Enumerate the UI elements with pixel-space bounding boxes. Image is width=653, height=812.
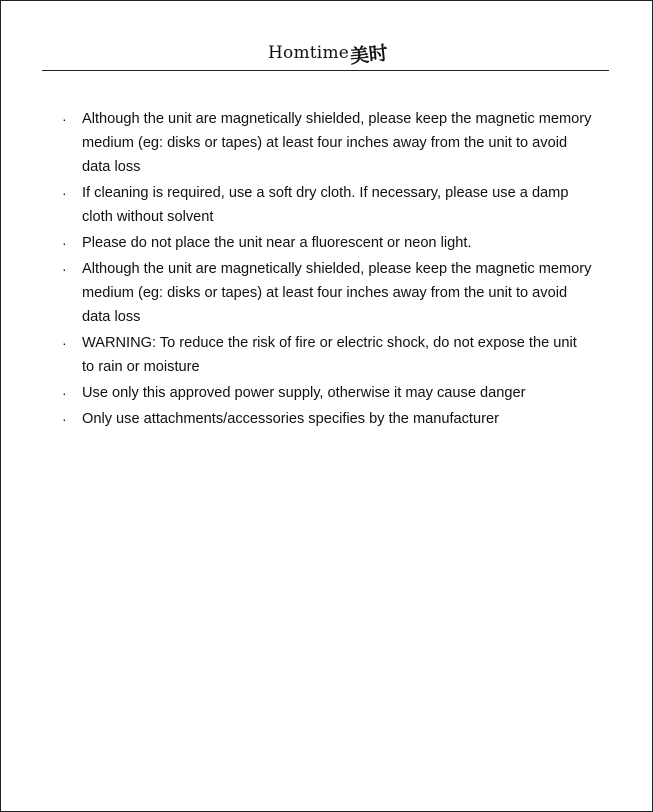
- bullet: ·: [62, 385, 67, 401]
- brand-mark: 美时: [348, 42, 389, 68]
- bullet: ·: [62, 411, 67, 427]
- bullet: ·: [62, 235, 67, 251]
- list-item: [62, 381, 592, 405]
- list-item: [62, 407, 592, 431]
- header-divider: [42, 70, 609, 71]
- brand-wordmark: Homtime: [268, 43, 350, 63]
- note-text: Although the unit are magnetically shielded, please keep the magnetic memory medium (eg: disks or tapes) at least four inches away from the unit to avoid data loss: [82, 261, 592, 325]
- bullet: ·: [62, 335, 67, 351]
- note-text: Use only this approved power supply, otherwise it may cause danger: [82, 385, 526, 401]
- bullet: ·: [62, 185, 67, 201]
- note-text: If cleaning is required, use a soft dry cloth. If necessary, please use a damp cloth without solvent: [82, 185, 569, 225]
- list-item: [62, 257, 592, 329]
- note-text: Only use attachments/accessories specifies by the manufacturer: [82, 411, 499, 427]
- list-item: [62, 331, 592, 379]
- list-item: [62, 231, 592, 255]
- bullet: ·: [62, 261, 67, 277]
- list-item: [62, 107, 592, 179]
- note-text: WARNING: To reduce the risk of fire or electric shock, do not expose the unit to rain or moisture: [82, 335, 577, 375]
- note-text: Please do not place the unit near a fluorescent or neon light.: [82, 235, 472, 251]
- brand-logo: [268, 30, 388, 66]
- list-item: [62, 181, 592, 229]
- note-text: Although the unit are magnetically shielded, please keep the magnetic memory medium (eg: disks or tapes) at least four inches away from the unit to avoid data loss: [82, 111, 592, 175]
- safety-notes-list: [62, 107, 592, 433]
- bullet: ·: [62, 111, 67, 127]
